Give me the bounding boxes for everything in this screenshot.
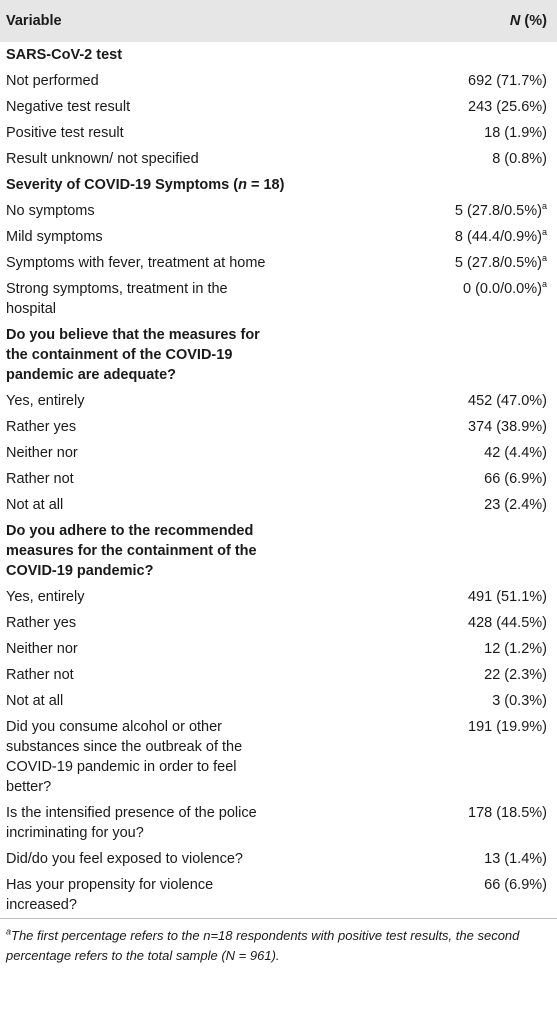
table-row bbox=[0, 636, 557, 662]
label-line: substances since the outbreak of the bbox=[6, 739, 243, 755]
table-row bbox=[0, 250, 557, 276]
value-text: 0 (0.0/0.0%) bbox=[462, 281, 542, 297]
table-row bbox=[0, 688, 557, 714]
table-footnote bbox=[0, 919, 557, 966]
row-value: 42 (4.4%) bbox=[484, 445, 547, 461]
row-label: Rather not bbox=[6, 667, 74, 683]
row-label bbox=[0, 872, 385, 919]
section-header bbox=[0, 322, 557, 388]
label-line: Is the intensified presence of the police bbox=[6, 805, 257, 821]
label-line: Has your propensity for violence bbox=[6, 877, 214, 893]
row-label: Symptoms with fever, treatment at home bbox=[6, 255, 266, 271]
footnote-marker: a bbox=[541, 253, 547, 264]
header-n bbox=[385, 0, 557, 42]
table-row bbox=[0, 872, 557, 919]
value-text: 5 (27.8/0.5%) bbox=[454, 255, 542, 271]
row-value: 23 (2.4%) bbox=[484, 497, 547, 513]
row-label: Result unknown/ not specified bbox=[6, 151, 199, 167]
value-text: 5 (27.8/0.5%) bbox=[454, 203, 542, 219]
value-text: 8 (44.4/0.9%) bbox=[454, 229, 542, 245]
table-row bbox=[0, 414, 557, 440]
section-header bbox=[0, 42, 557, 68]
row-value: 374 (38.9%) bbox=[468, 419, 547, 435]
section-title bbox=[0, 172, 557, 198]
footnote-marker: a bbox=[541, 227, 547, 238]
row-value: 452 (47.0%) bbox=[468, 393, 547, 409]
table-row bbox=[0, 800, 557, 846]
table-header bbox=[0, 0, 557, 42]
row-label bbox=[0, 714, 385, 800]
table-row bbox=[0, 388, 557, 414]
row-label: Neither nor bbox=[6, 641, 78, 657]
title-line: pandemic are adequate? bbox=[6, 367, 177, 383]
title-n: n bbox=[238, 177, 247, 193]
table-row bbox=[0, 584, 557, 610]
row-label: Rather yes bbox=[6, 615, 77, 631]
row-label: Neither nor bbox=[6, 445, 78, 461]
table-row bbox=[0, 714, 557, 800]
row-label: Did/do you feel exposed to violence? bbox=[6, 851, 243, 867]
title-part: = 18) bbox=[246, 177, 285, 193]
row-label bbox=[0, 276, 385, 322]
footnote-marker: a bbox=[541, 279, 547, 290]
footnote-line: percentage refers to the total sample (N = 961). bbox=[6, 948, 280, 963]
title-line: measures for the containment of the bbox=[6, 543, 257, 559]
row-label: Positive test result bbox=[6, 125, 124, 141]
row-label: Not at all bbox=[6, 497, 64, 513]
footnote-line: The first percentage refers to the n=18 respondents with positive test results, the second bbox=[11, 928, 520, 943]
section-header bbox=[0, 518, 557, 584]
row-value: 13 (1.4%) bbox=[484, 851, 547, 867]
label-line: Did you consume alcohol or other bbox=[6, 719, 223, 735]
table-row bbox=[0, 120, 557, 146]
row-value: 18 (1.9%) bbox=[484, 125, 547, 141]
title-part: Severity of COVID-19 Symptoms ( bbox=[6, 177, 239, 193]
row-label: Rather not bbox=[6, 471, 74, 487]
row-label: Yes, entirely bbox=[6, 393, 85, 409]
header-variable: Variable bbox=[6, 13, 62, 29]
row-value: 243 (25.6%) bbox=[468, 99, 547, 115]
label-line: COVID-19 pandemic in order to feel bbox=[6, 759, 237, 775]
row-label bbox=[0, 800, 385, 846]
title-line: Do you believe that the measures for bbox=[6, 327, 260, 343]
row-value: 191 (19.9%) bbox=[468, 719, 547, 735]
row-label: No symptoms bbox=[6, 203, 95, 219]
section-title bbox=[0, 518, 557, 584]
label-line: increased? bbox=[6, 897, 77, 913]
row-label: Not performed bbox=[6, 73, 99, 89]
row-value: 178 (18.5%) bbox=[468, 805, 547, 821]
table-row bbox=[0, 94, 557, 120]
row-label: Rather yes bbox=[6, 419, 77, 435]
header-n-suffix: (%) bbox=[520, 13, 547, 29]
section-header bbox=[0, 172, 557, 198]
row-value: 66 (6.9%) bbox=[484, 471, 547, 487]
label-line: hospital bbox=[6, 301, 56, 317]
table-row bbox=[0, 68, 557, 94]
header-n-italic: N bbox=[509, 13, 521, 29]
row-value: 8 (0.8%) bbox=[492, 151, 547, 167]
table-row bbox=[0, 466, 557, 492]
table-row bbox=[0, 440, 557, 466]
label-line: Strong symptoms, treatment in the bbox=[6, 281, 228, 297]
table-row bbox=[0, 224, 557, 250]
label-line: better? bbox=[6, 779, 52, 795]
row-value: 22 (2.3%) bbox=[484, 667, 547, 683]
row-value bbox=[385, 198, 557, 224]
row-value: 12 (1.2%) bbox=[484, 641, 547, 657]
section-title bbox=[0, 322, 557, 388]
table-row bbox=[0, 276, 557, 322]
table-row bbox=[0, 492, 557, 518]
table-row bbox=[0, 846, 557, 872]
row-value: 66 (6.9%) bbox=[484, 877, 547, 893]
table-row bbox=[0, 662, 557, 688]
table-row bbox=[0, 146, 557, 172]
row-value: 491 (51.1%) bbox=[468, 589, 547, 605]
section-title: SARS-CoV-2 test bbox=[6, 47, 123, 63]
table-row bbox=[0, 610, 557, 636]
row-label: Negative test result bbox=[6, 99, 131, 115]
title-line: COVID-19 pandemic? bbox=[6, 563, 154, 579]
title-line: Do you adhere to the recommended bbox=[6, 523, 254, 539]
footnote-marker: a bbox=[6, 926, 12, 937]
row-label: Not at all bbox=[6, 693, 64, 709]
label-line: incriminating for you? bbox=[6, 825, 144, 841]
row-value: 692 (71.7%) bbox=[468, 73, 547, 89]
row-value bbox=[385, 276, 557, 322]
row-value: 3 (0.3%) bbox=[492, 693, 547, 709]
row-value: 428 (44.5%) bbox=[468, 615, 547, 631]
title-line: the containment of the COVID-19 bbox=[6, 347, 233, 363]
row-label: Yes, entirely bbox=[6, 589, 85, 605]
footnote-marker: a bbox=[541, 201, 547, 212]
row-value bbox=[385, 224, 557, 250]
row-label: Mild symptoms bbox=[6, 229, 103, 245]
table-row bbox=[0, 198, 557, 224]
row-value bbox=[385, 250, 557, 276]
